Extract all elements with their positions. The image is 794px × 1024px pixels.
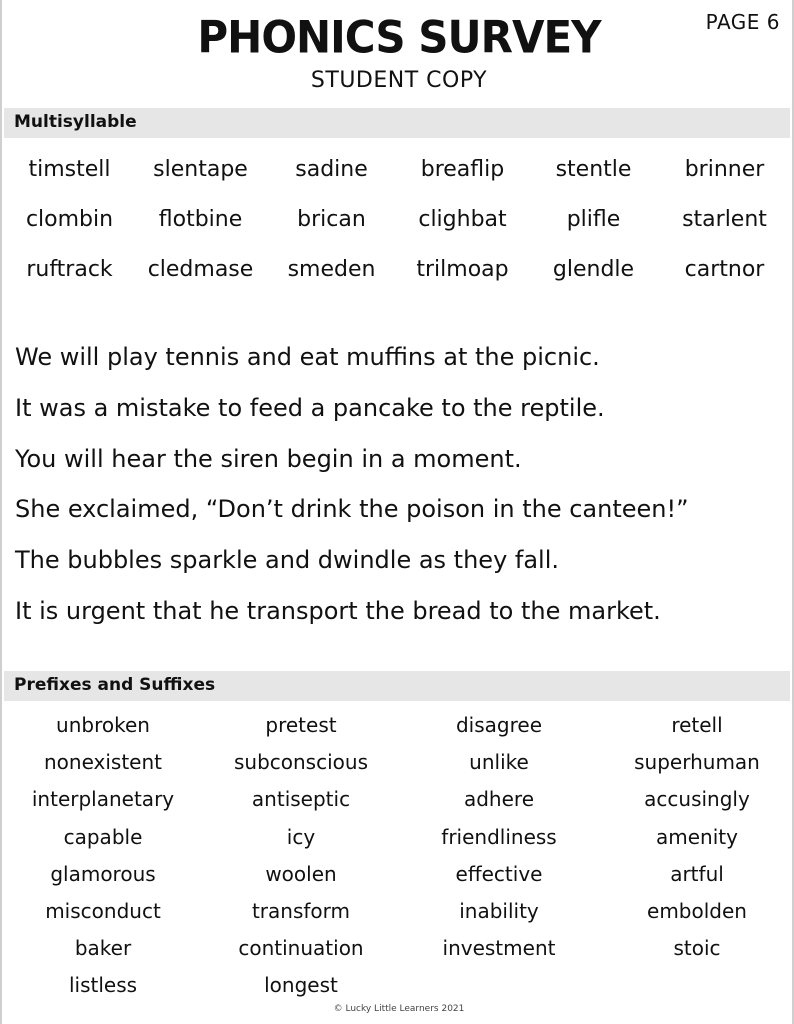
prefixes-suffixes-word-grid [4, 707, 794, 1005]
multisyllable-word: glendle [552, 257, 635, 282]
multisyllable-word-grid [4, 150, 794, 300]
multisyllable-word: cartnor [684, 257, 765, 282]
prefix-suffix-word: disagree [455, 713, 542, 737]
multisyllable-word: flotbine [158, 207, 243, 232]
prefix-suffix-word: adhere [463, 787, 535, 812]
prefix-suffix-word: capable [63, 824, 143, 849]
multisyllable-word: starlent [682, 207, 767, 232]
prefix-suffix-word: misconduct [45, 898, 161, 923]
prefix-suffix-word: amenity [656, 824, 738, 849]
prefix-suffix-word: transform [251, 898, 351, 923]
prefix-suffix-word: pretest [265, 713, 337, 737]
multisyllable-word: stentle [555, 157, 632, 182]
multisyllable-word: slentape [153, 157, 248, 182]
prefixes-suffixes-heading: Prefixes and Suffixes [14, 675, 216, 695]
prefix-suffix-word: retell [671, 713, 723, 737]
prefix-suffix-word: investment [442, 936, 556, 961]
copyright-footer: © Lucky Little Learners 2021 [333, 1004, 465, 1014]
prefix-suffix-word: unbroken [56, 713, 150, 737]
multisyllable-section-header [4, 108, 790, 138]
prefix-suffix-word: woolen [265, 861, 337, 886]
prefix-suffix-word: nonexistent [43, 750, 163, 775]
prefix-suffix-word: glamorous [50, 861, 156, 886]
prefix-suffix-word: subconscious [233, 750, 368, 775]
page-title: PHONICS SURVEY [197, 11, 601, 64]
sentence: You will hear the siren begin in a moment. [15, 444, 522, 473]
sentence: She exclaimed, “Don’t drink the poison in the canteen!” [15, 495, 689, 524]
prefix-suffix-word: accusingly [644, 787, 750, 812]
prefix-suffix-word: listless [68, 973, 138, 998]
multisyllable-word: breaflip [420, 157, 505, 182]
page-subtitle: STUDENT COPY [310, 68, 488, 93]
prefix-suffix-word: artful [670, 861, 724, 886]
multisyllable-word: cledmase [147, 257, 254, 282]
multisyllable-word: ruftrack [26, 257, 113, 282]
prefix-suffix-word: unlike [469, 750, 529, 775]
prefix-suffix-word: superhuman [634, 750, 760, 775]
sentence: We will play tennis and eat muffins at the picnic. [15, 343, 600, 371]
prefix-suffix-word: embolden [647, 898, 747, 923]
multisyllable-heading: Multisyllable [14, 112, 137, 132]
sentence: It was a mistake to feed a pancake to the reptile. [15, 393, 605, 422]
prefix-suffix-word: stoic [673, 936, 721, 961]
multisyllable-word: trilmoap [416, 257, 509, 282]
multisyllable-word: plifle [566, 207, 621, 232]
multisyllable-word: sadine [295, 157, 368, 182]
prefix-suffix-word: effective [455, 861, 543, 886]
page-number: PAGE 6 [705, 10, 780, 34]
prefix-suffix-word: friendliness [441, 824, 557, 849]
sentence: It is urgent that he transport the bread to the market. [15, 596, 661, 625]
multisyllable-word: clombin [25, 207, 114, 232]
prefix-suffix-word: inability [459, 898, 539, 923]
multisyllable-word: smeden [287, 257, 376, 282]
prefix-suffix-word: longest [264, 973, 338, 998]
sentence: The bubbles sparkle and dwindle as they fall. [15, 546, 560, 575]
prefix-suffix-word: baker [74, 936, 132, 961]
sentence-list [15, 332, 785, 637]
multisyllable-word: brinner [684, 157, 765, 182]
prefixes-suffixes-section-header [4, 671, 790, 701]
multisyllable-word: brican [297, 207, 366, 232]
prefix-suffix-word: icy [286, 824, 316, 849]
multisyllable-word: timstell [28, 157, 111, 182]
prefix-suffix-word: interplanetary [31, 787, 175, 812]
multisyllable-word: clighbat [418, 207, 507, 232]
prefix-suffix-word: continuation [238, 936, 364, 961]
prefix-suffix-word: antiseptic [251, 787, 351, 812]
